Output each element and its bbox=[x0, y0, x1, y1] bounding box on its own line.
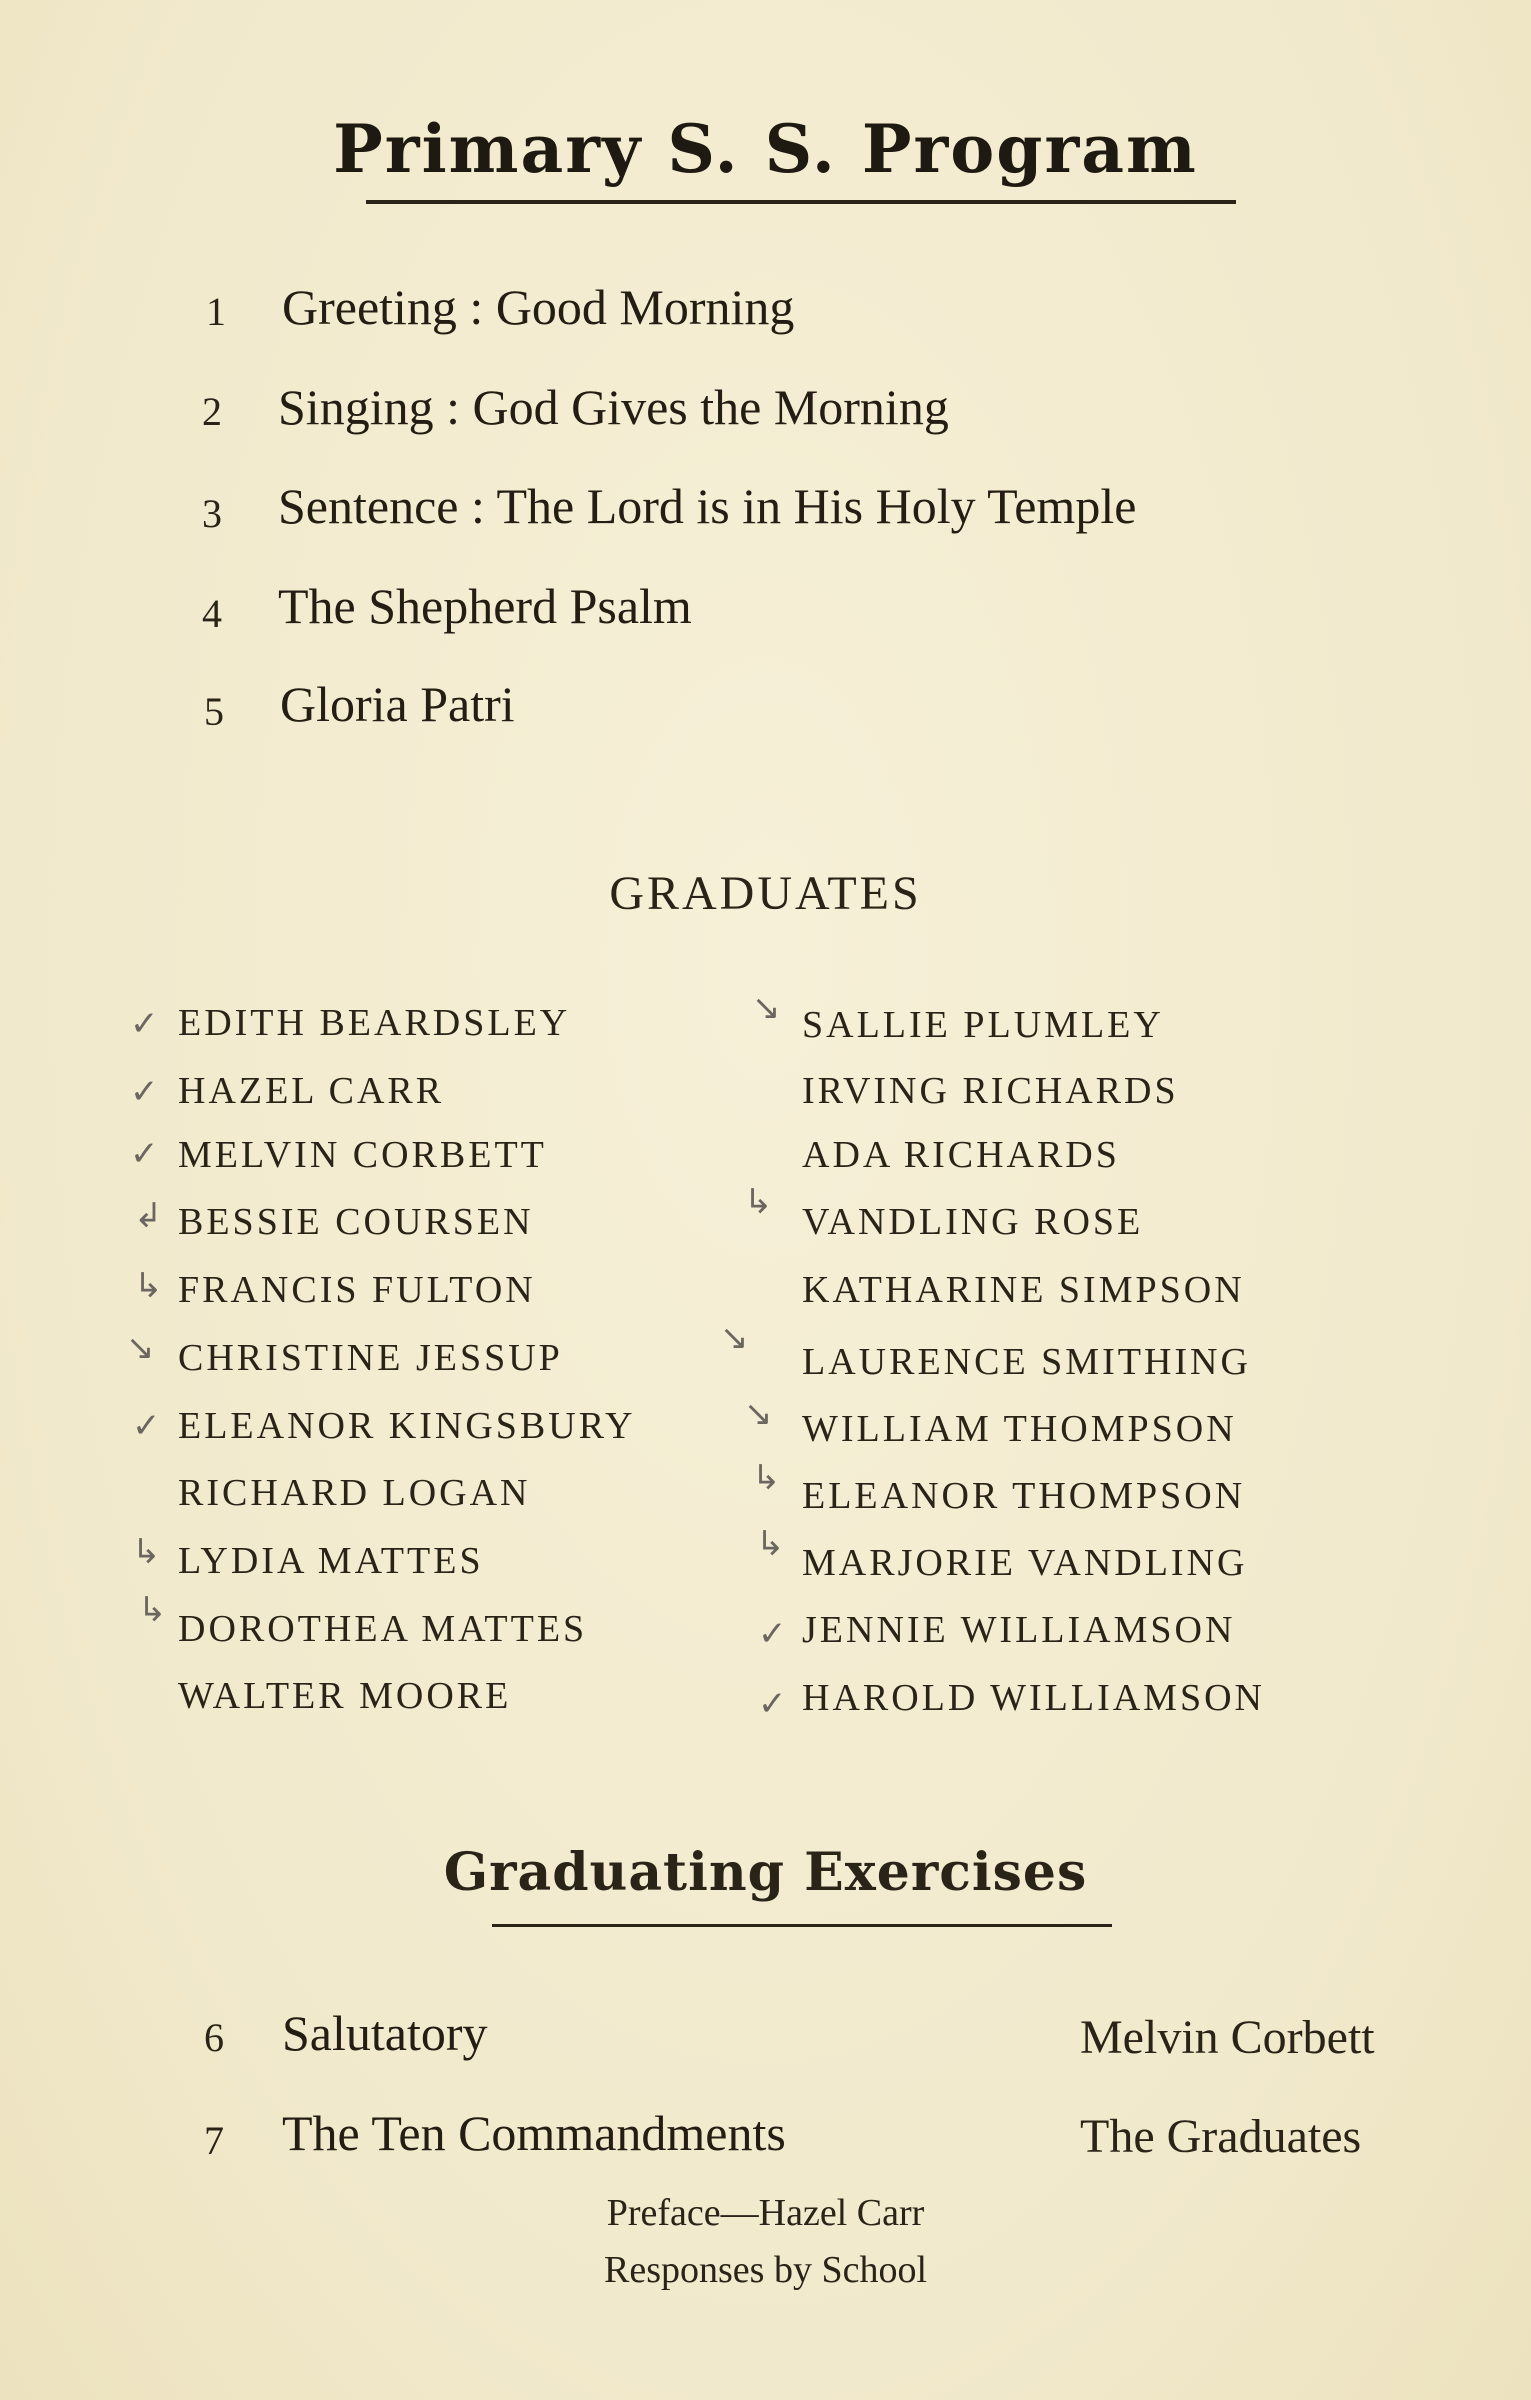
graduate-name: DOROTHEA MATTES bbox=[178, 1608, 588, 1650]
check-mark-icon: ✓ bbox=[758, 1614, 787, 1654]
exercise-item-number: 7 bbox=[204, 2118, 224, 2163]
check-mark-icon: ↘ bbox=[752, 988, 781, 1028]
graduate-name: LYDIA MATTES bbox=[178, 1540, 484, 1582]
exercise-item-number: 6 bbox=[204, 2015, 224, 2060]
exercise-item-text: Salutatory bbox=[282, 2005, 488, 2061]
exercise-item-presenter: The Graduates bbox=[1080, 2110, 1362, 2163]
check-mark-icon: ↳ bbox=[756, 1524, 785, 1564]
program-item-text: Gloria Patri bbox=[280, 676, 515, 732]
graduate-name: SALLIE PLUMLEY bbox=[802, 1004, 1164, 1046]
graduate-name: KATHARINE SIMPSON bbox=[802, 1269, 1245, 1311]
check-mark-icon: ↳ bbox=[752, 1458, 781, 1498]
graduate-name: RICHARD LOGAN bbox=[178, 1472, 531, 1514]
exercise-item-presenter: Melvin Corbett bbox=[1080, 2011, 1375, 2064]
graduate-name: ELEANOR KINGSBURY bbox=[178, 1405, 636, 1447]
check-mark-icon: ✓ bbox=[130, 1072, 159, 1112]
graduate-name: LAURENCE SMITHING bbox=[802, 1341, 1251, 1383]
program-item-text: Sentence : The Lord is in His Holy Temple bbox=[278, 478, 1137, 534]
program-item-number: 4 bbox=[202, 591, 222, 636]
program-item-text: The Shepherd Psalm bbox=[278, 578, 692, 634]
program-title: Primary S. S. Program bbox=[333, 110, 1198, 188]
graduate-name: JENNIE WILLIAMSON bbox=[802, 1609, 1236, 1651]
graduate-name: ADA RICHARDS bbox=[802, 1134, 1120, 1176]
graduate-name: WILLIAM THOMPSON bbox=[802, 1408, 1237, 1450]
graduate-name: HAROLD WILLIAMSON bbox=[802, 1677, 1265, 1719]
program-item-number: 3 bbox=[202, 491, 222, 536]
check-mark-icon: ✓ bbox=[130, 1004, 159, 1044]
check-mark-icon: ↘ bbox=[720, 1318, 749, 1358]
check-mark-icon: ↳ bbox=[132, 1532, 161, 1572]
graduate-name: MELVIN CORBETT bbox=[178, 1134, 547, 1176]
program-item-number: 2 bbox=[202, 389, 222, 434]
graduate-name: HAZEL CARR bbox=[178, 1070, 445, 1112]
check-mark-icon: ↘ bbox=[126, 1328, 155, 1368]
exercises-underline bbox=[492, 1924, 1112, 1927]
exercise-item-text: The Ten Commandments bbox=[282, 2105, 786, 2161]
program-item-text: Singing : God Gives the Morning bbox=[278, 379, 949, 435]
graduate-name: BESSIE COURSEN bbox=[178, 1201, 534, 1243]
graduate-name: EDITH BEARDSLEY bbox=[178, 1002, 571, 1044]
check-mark-icon: ↳ bbox=[134, 1266, 163, 1306]
responses-note: Responses by School bbox=[604, 2249, 927, 2291]
graduate-name: MARJORIE VANDLING bbox=[802, 1542, 1248, 1584]
check-mark-icon: ↘ bbox=[744, 1394, 773, 1434]
program-item-text: Greeting : Good Morning bbox=[282, 279, 795, 335]
graduate-name: FRANCIS FULTON bbox=[178, 1269, 536, 1311]
check-mark-icon: ↳ bbox=[138, 1590, 167, 1630]
check-mark-icon: ↲ bbox=[134, 1196, 163, 1236]
preface-note: Preface—Hazel Carr bbox=[606, 2192, 925, 2234]
check-mark-icon: ✓ bbox=[130, 1134, 159, 1174]
graduate-name: WALTER MOORE bbox=[178, 1675, 512, 1717]
title-underline bbox=[366, 200, 1236, 204]
check-mark-icon: ✓ bbox=[132, 1406, 161, 1446]
program-item-number: 1 bbox=[206, 289, 226, 334]
exercises-heading: Graduating Exercises bbox=[443, 1842, 1088, 1903]
program-item-number: 5 bbox=[204, 689, 224, 734]
graduates-heading: GRADUATES bbox=[609, 867, 922, 920]
graduate-name: ELEANOR THOMPSON bbox=[802, 1475, 1246, 1517]
check-mark-icon: ✓ bbox=[758, 1684, 787, 1724]
graduate-name: VANDLING ROSE bbox=[802, 1201, 1144, 1243]
graduate-name: CHRISTINE JESSUP bbox=[178, 1337, 563, 1379]
check-mark-icon: ↳ bbox=[744, 1182, 773, 1222]
graduate-name: IRVING RICHARDS bbox=[802, 1070, 1179, 1112]
